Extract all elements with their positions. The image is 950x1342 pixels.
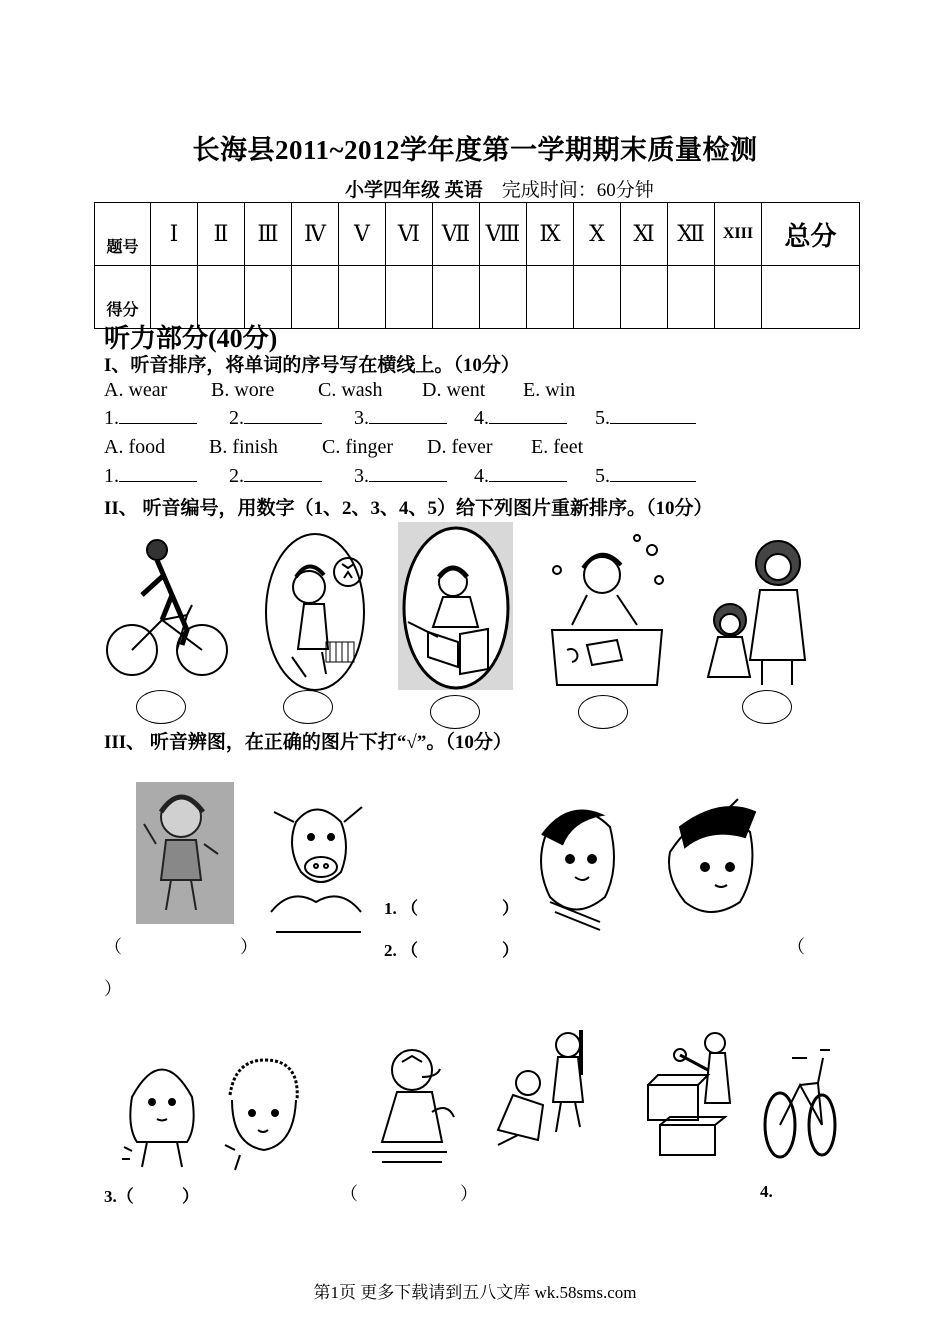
word-a: A. food — [104, 436, 166, 458]
col-9: Ⅸ — [527, 203, 574, 266]
q3-title: III、 听音辨图，在正确的图片下打“√”。（10分） — [104, 732, 512, 753]
cyclist-picture — [102, 535, 232, 680]
girl-waving-picture — [136, 782, 234, 924]
score-cell[interactable] — [668, 266, 715, 329]
blank-number: 2. — [229, 465, 244, 487]
score-cell[interactable] — [339, 266, 386, 329]
sick-girl-picture — [122, 1047, 202, 1169]
col-8: Ⅷ — [480, 203, 527, 266]
paren-open: （ — [787, 937, 805, 957]
answer-oval[interactable] — [742, 690, 792, 724]
blank-number: 3. — [354, 407, 369, 429]
col-4: Ⅳ — [292, 203, 339, 266]
col-5: Ⅴ — [339, 203, 386, 266]
answer-blank[interactable] — [354, 407, 447, 430]
answer-blank[interactable] — [595, 407, 696, 430]
blank-number: 4. — [474, 407, 489, 429]
answer-blank[interactable] — [354, 465, 447, 488]
boy-cap-picture — [660, 797, 770, 932]
col-1: Ⅰ — [151, 203, 198, 266]
blank-number: 4. — [474, 465, 489, 487]
word-d: D. fever — [427, 436, 493, 458]
score-cell[interactable] — [480, 266, 527, 329]
total-label: 总分 — [762, 203, 860, 266]
answer-oval[interactable] — [283, 690, 333, 724]
word-c: C. wash — [318, 379, 383, 401]
word-a: A. wear — [104, 379, 168, 401]
word-b: B. wore — [211, 379, 275, 401]
answer-blank[interactable] — [474, 465, 567, 488]
page-title: 长海县2011~2012学年度第一学期期末质量检测 — [192, 135, 758, 165]
answer-oval[interactable] — [578, 695, 628, 729]
bicycle-picture — [762, 1030, 837, 1165]
answer-oval[interactable] — [136, 690, 186, 724]
score-table — [94, 202, 860, 329]
paren-close: ） — [104, 979, 122, 999]
score-header-row — [95, 203, 860, 266]
col-6: Ⅵ — [386, 203, 433, 266]
col-7: Ⅶ — [433, 203, 480, 266]
boy-hair-picture — [220, 1055, 302, 1173]
q3-item-3: 3.（ — [104, 1187, 134, 1206]
col-10: Ⅹ — [574, 203, 621, 266]
page-footer: 第1页 更多下载请到五八文库 wk.58sms.com — [313, 1283, 637, 1302]
q3-item-2-close: ） — [502, 941, 519, 960]
col-12: Ⅻ — [668, 203, 715, 266]
paren-close: ） — [240, 937, 258, 957]
answer-blank[interactable] — [229, 465, 322, 488]
blank-number: 3. — [354, 465, 369, 487]
word-e: E. win — [523, 379, 576, 401]
paren-open: （ — [104, 937, 122, 957]
answer-blank[interactable] — [104, 407, 197, 430]
time-limit: 完成时间：60分钟 — [501, 180, 654, 201]
two-kids-picture — [493, 1025, 603, 1155]
q3-item-2: 2. （ — [384, 941, 418, 960]
word-d: D. went — [422, 379, 486, 401]
blank-number: 5. — [595, 407, 610, 429]
col-11: Ⅺ — [621, 203, 668, 266]
soccer-boy-picture — [264, 532, 366, 692]
col-3: Ⅲ — [245, 203, 292, 266]
answer-blank[interactable] — [474, 407, 567, 430]
score-cell[interactable] — [715, 266, 762, 329]
listening-heading: 听力部分(40分) — [104, 324, 278, 353]
answer-blank[interactable] — [104, 465, 197, 488]
q2-title: II、 听音编号，用数字（1、2、3、4、5）给下列图片重新排序。（10分） — [104, 498, 713, 519]
q3-item-3-close: ） — [182, 1187, 199, 1206]
score-cell[interactable] — [433, 266, 480, 329]
blank-number: 2. — [229, 407, 244, 429]
word-b: B. finish — [209, 436, 278, 458]
word-c: C. finger — [322, 436, 394, 458]
score-cell[interactable] — [292, 266, 339, 329]
word-e: E. feet — [531, 436, 584, 458]
score-label: 得分 — [95, 266, 151, 329]
two-girls-picture — [700, 535, 815, 690]
col-13: XIII — [715, 203, 762, 266]
old-man-picture — [362, 1042, 460, 1172]
reading-boy-picture — [398, 522, 513, 690]
answer-oval[interactable] — [430, 695, 480, 729]
grade-subject: 小学四年级 英语 — [345, 180, 483, 201]
answer-blank[interactable] — [229, 407, 322, 430]
cow-picture — [266, 782, 366, 937]
score-cell[interactable] — [386, 266, 433, 329]
paren-close: ） — [460, 1184, 478, 1204]
score-cell[interactable] — [527, 266, 574, 329]
answer-blank[interactable] — [595, 465, 696, 488]
blank-number: 5. — [595, 465, 610, 487]
total-score-cell[interactable] — [762, 266, 860, 329]
question-number-label: 题号 — [95, 203, 151, 266]
score-cell[interactable] — [574, 266, 621, 329]
q3-item-1-close: ） — [502, 899, 519, 918]
paren-open: （ — [340, 1184, 358, 1204]
col-2: Ⅱ — [198, 203, 245, 266]
bath-boy-picture — [547, 530, 667, 690]
blank-number: 1. — [104, 465, 119, 487]
q3-item-4: 4. — [760, 1182, 773, 1201]
score-cell[interactable] — [621, 266, 668, 329]
q1-title: I、听音排序，将单词的序号写在横线上。（10分） — [104, 355, 520, 376]
subtitle — [345, 175, 654, 202]
blank-number: 1. — [104, 407, 119, 429]
boy-face-picture — [530, 797, 622, 932]
worker-picture — [640, 1025, 740, 1170]
q3-item-1: 1. （ — [384, 899, 418, 918]
